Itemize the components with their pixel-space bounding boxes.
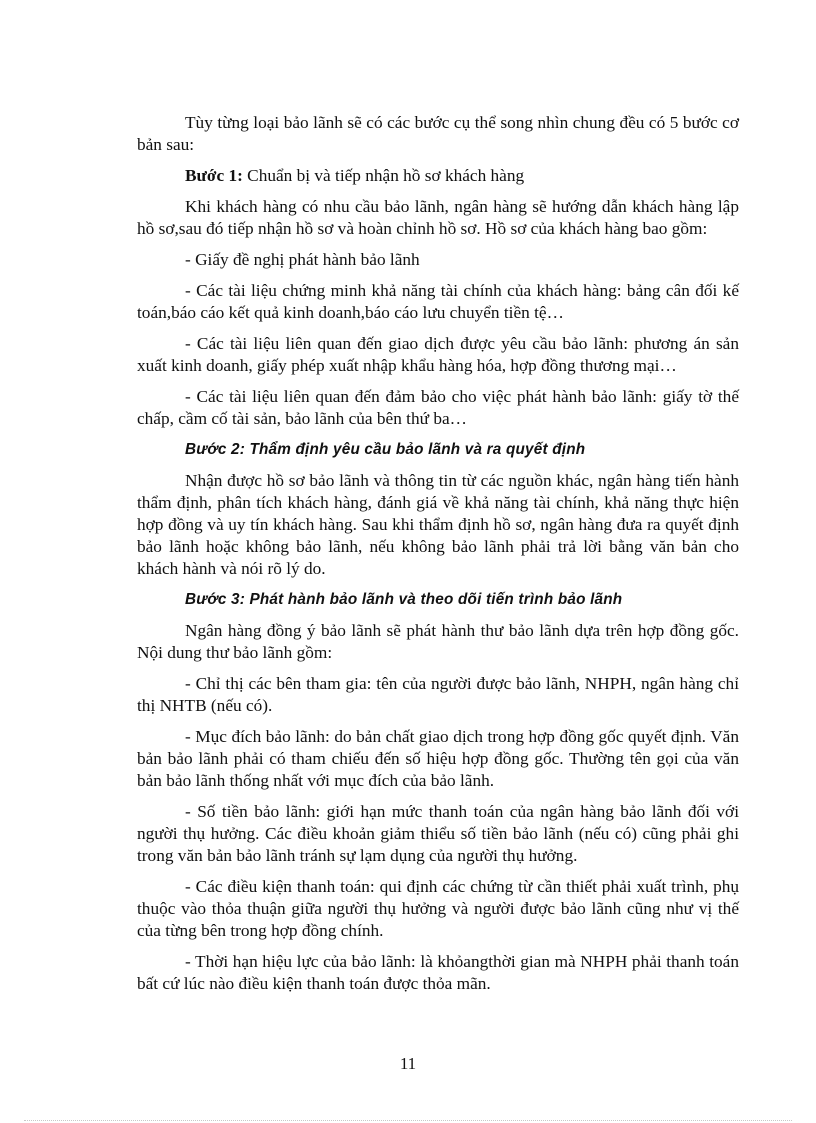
page-bottom-divider (24, 1120, 792, 1121)
step1-heading (137, 165, 739, 187)
intro-paragraph: Tùy từng loại bảo lãnh sẽ có các bước cụ thể song nhìn chung đều có 5 bước cơ bản sau: (137, 113, 739, 154)
list-item: - Các tài liệu liên quan đến đảm bảo cho việc phát hành bảo lãnh: giấy tờ thế chấp, cầm cố tài sản, bảo lãnh của bên thứ ba… (137, 387, 739, 428)
list-item: - Số tiền bảo lãnh: giới hạn mức thanh toán của ngân hàng bảo lãnh đối với người thụ hưởng. Các điều khoản giảm thiểu số tiền bảo lãnh (nếu có) cũng phải ghi trong văn bản bảo lãnh tránh sự lạm dụng của người thụ hưởng. (137, 802, 739, 865)
step3-paragraph: Ngân hàng đồng ý bảo lãnh sẽ phát hành thư bảo lãnh dựa trên hợp đồng gốc. Nội dung thư bảo lãnh gồm: (137, 621, 739, 662)
step1-paragraph: Khi khách hàng có nhu cầu bảo lãnh, ngân hàng sẽ hướng dẫn khách hàng lập hồ sơ,sau đó tiếp nhận hồ sơ và hoàn chỉnh hồ sơ. Hồ sơ của khách hàng bao gồm: (137, 197, 739, 238)
list-item: - Các điều kiện thanh toán: qui định các chứng từ cần thiết phải xuất trình, phụ thuộc vào thỏa thuận giữa người thụ hưởng và người được bảo lãnh cũng như vị thế của từng bên trong hợp đồng chính. (137, 877, 739, 940)
list-item: - Các tài liệu chứng minh khả năng tài chính của khách hàng: bảng cân đối kế toán,báo cáo kết quả kinh doanh,báo cáo lưu chuyển tiền tệ… (137, 281, 739, 322)
list-item: - Chỉ thị các bên tham gia: tên của người được bảo lãnh, NHPH, ngân hàng chỉ thị NHTB (nếu có). (137, 674, 739, 715)
step3-heading: Bước 3: Phát hành bảo lãnh và theo dõi tiến trình bảo lãnh (185, 591, 623, 608)
step1-title: Chuẩn bị và tiếp nhận hồ sơ khách hàng (242, 166, 525, 185)
page-number: 11 (399, 1054, 417, 1073)
list-item: - Thời hạn hiệu lực của bảo lãnh: là khỏangthời gian mà NHPH phải thanh toán bất cứ lúc nào điều kiện thanh toán được thỏa mãn. (137, 952, 739, 993)
step2-heading: Bước 2: Thẩm định yêu cầu bảo lãnh và ra quyết định (185, 441, 586, 458)
document-body (137, 112, 739, 1004)
step2-paragraph: Nhận được hồ sơ bảo lãnh và thông tin từ các nguồn khác, ngân hàng tiến hành thẩm định, phân tích khách hàng, đánh giá về khả năng tài chính, khả năng thực hiện hợp đồng và uy tín khách hàng. Sau khi thẩm định hồ sơ, ngân hàng đưa ra quyết định bảo lãnh hoặc không bảo lãnh, nếu không bảo lãnh phải trả lời bằng văn bản cho khách hành và nói rõ lý do. (137, 471, 739, 578)
list-item: - Giấy đề nghị phát hành bảo lãnh (185, 250, 420, 269)
list-item: - Mục đích bảo lãnh: do bản chất giao dịch trong hợp đồng gốc quyết định. Văn bản bảo lãnh phải có tham chiếu đến số hiệu hợp đồng gốc. Thường tên gọi của văn bản bảo lãnh thống nhất với mục đích của bảo lãnh. (137, 727, 739, 790)
step1-label: Bước 1: (185, 166, 243, 185)
list-item: - Các tài liệu liên quan đến giao dịch được yêu cầu bảo lãnh: phương án sản xuất kinh doanh, giấy phép xuất nhập khẩu hàng hóa, hợp đồng thương mại… (137, 334, 739, 375)
